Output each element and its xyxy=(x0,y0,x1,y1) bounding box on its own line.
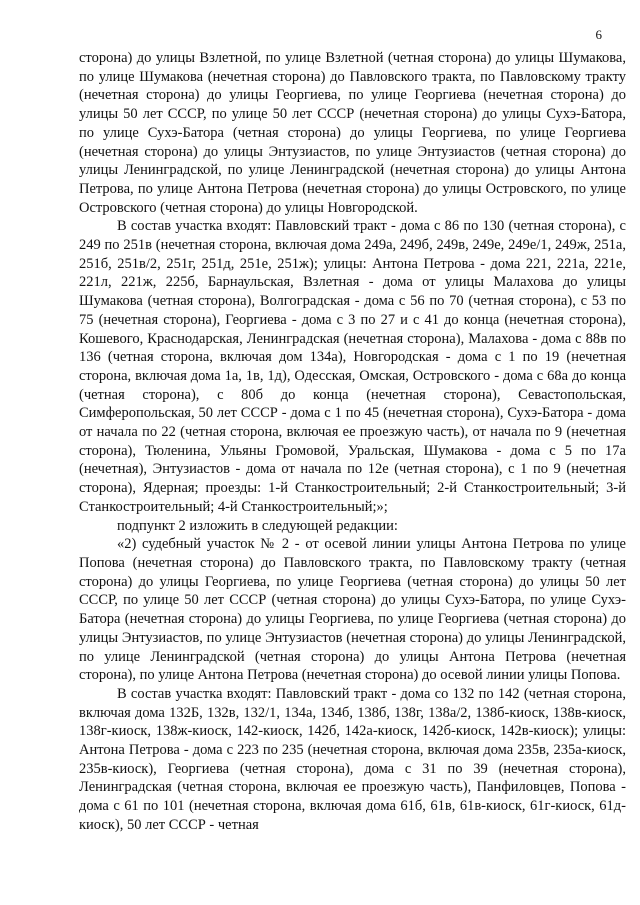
paragraph-court-section-2: «2) судебный участок № 2 - от осевой линии улицы Антона Петрова по улице Попова (нечетная сторона) до Павловского тракта, по Павловскому тракту (четная сторона) до улицы Георгиева, по улице Георгиева (четная сторона) до улицы 50 лет СССР, по улице 50 лет СССР (четная сторона) до улицы Сухэ-Батора, по улице Сухэ-Батора (нечетная сторона) до улицы Георгиева, по улице Георгиева (четная сторона) до улицы Энтузиастов, по улице Энтузиастов (нечетная сторона) до улицы Ленинградской, по улице Ленинградской (четная сторона) до улицы Антона Петрова (нечетная сторона), по улице Антона Петрова (нечетная сторона) до осевой линии улицы Попова. xyxy=(79,536,626,684)
page-number: 6 xyxy=(595,27,602,42)
paragraph-continuation: сторона) до улицы Взлетной, по улице Взлетной (четная сторона) до улицы Шумакова, по улице Шумакова (нечетная сторона) до Павловского тракта, по Павловскому тракту (нечетная сторона) до улицы Георгиева, по улице Георгиева (нечетная сторона) до улицы 50 лет СССР, по улице 50 лет СССР (нечетная сторона) до улицы Сухэ-Батора, по улице Сухэ-Батора (четная сторона) до улицы Георгиева, по улице Георгиева (нечетная сторона) до улицы Энтузиастов, по улице Энтузиастов (четная сторона) до улицы Ленинградской, по улице Ленинградской (нечетная сторона) до улицы Антона Петрова, по улице Антона Петрова (нечетная сторона) до улицы Островского, по улице Островского (четная сторона) до улицы Новгородской. xyxy=(79,50,626,216)
paragraph-section-composition-2: В состав участка входят: Павловский тракт - дома со 132 по 142 (четная сторона, включая дома 132Б, 132в, 132/1, 134а, 134б, 138б, 138г, 138а/2, 138б-киоск, 138в-киоск, 138г-киоск, 138ж-киоск, 142-киоск, 142б, 142а-киоск, 142б-киоск, 142в-киоск); улицы: Антона Петрова - дома с 223 по 235 (нечетная сторона, включая дома 235в, 235а-киоск, 235в-киоск), Георгиева (четная сторона), дома с 31 по 39 (нечетная сторона), Ленинградская (четная сторона, включая ее проезжую часть), Панфиловцев, Попова - дома с 61 по 101 (нечетная сторона, включая дома 61б, 61в, 61в-киоск, 61г-киоск, 61д-киоск), 50 лет СССР - четная xyxy=(79,685,626,833)
document-body xyxy=(79,49,626,835)
paragraph-section-composition-1: В состав участка входят: Павловский тракт - дома с 86 по 130 (четная сторона), с 249 по 251в (нечетная сторона, включая дома 249а, 249б, 249в, 249е, 249е/1, 249ж, 251а, 251б, 251в/2, 251г, 251д, 251е, 251ж); улицы: Антона Петрова - дома 221, 221а, 221е, 221л, 221ж, 225б, Барнаульская, Взлетная - дома от улицы Малахова до улицы Шумакова (четная сторона), Волгоградская - дома с 56 по 70 (четная сторона), с 53 по 75 (нечетная сторона), Георгиева - дома с 3 по 27 и с 41 до конца (нечетная сторона), Кошевого, Краснодарская, Ленинградская (нечетная сторона), Малахова - дома с 88в по 136 (четная сторона, включая дом 134а), Новгородская - дома с 1 по 19 (нечетная сторона, включая дома 1а, 1в, 1д), Одесская, Омская, Островского - дома с 68а до конца (четная сторона), с 80б до конца (нечетная сторона), Севастопольская, Симферопольская, 50 лет СССР - дома с 1 по 45 (нечетная сторона), Сухэ-Батора - дома от начала по 22 (четная сторона, включая ее проезжую часть), от начала по 9 (нечетная сторона), Тюленина, Ульяны Громовой, Уральская, Шумакова - дома с 5 по 17а (нечетная), Энтузиастов - дома от начала по 12е (четная сторона), с 1 по 9 (нечетная сторона), Ядерная; проезды: 1-й Станкостроительный; 2-й Станкостроительный; 3-й Станкостроительный; 4-й Станкостроительный;»; xyxy=(79,218,626,515)
paragraph-subpoint-instruction: подпункт 2 изложить в следующей редакции: xyxy=(117,517,398,534)
